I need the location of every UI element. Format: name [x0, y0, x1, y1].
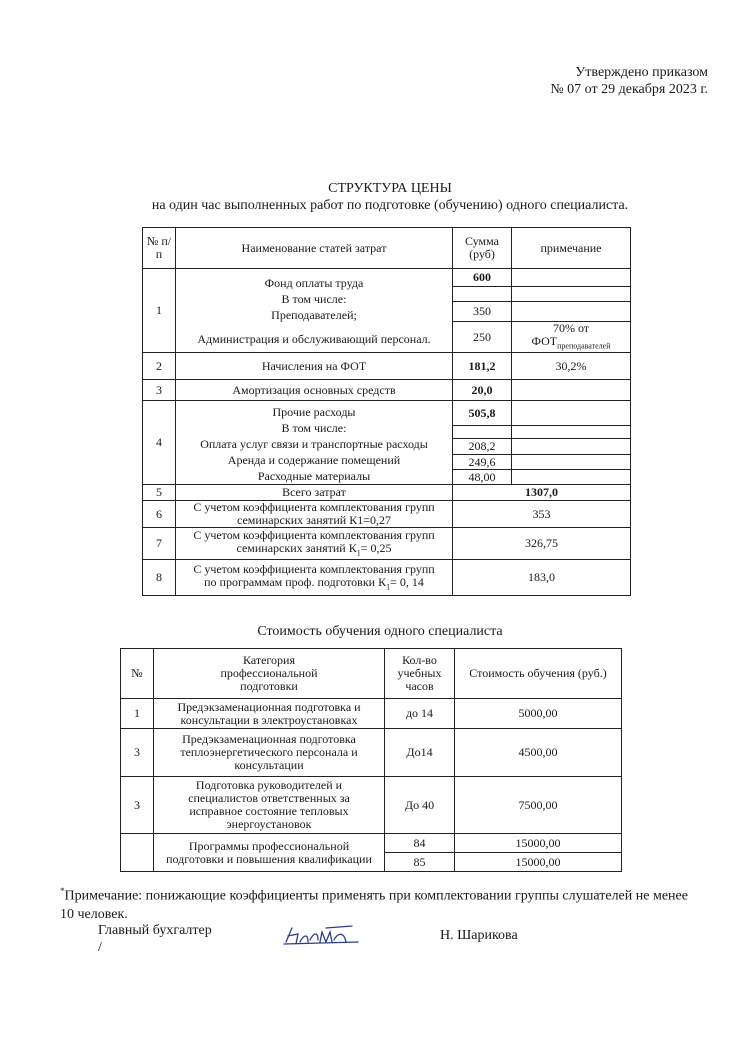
slash-mark: /: [98, 940, 102, 955]
coef-text: по программам проф. подготовки К: [204, 574, 387, 589]
row-name: Всего затрат: [176, 485, 453, 501]
row-name-line: Преподавателей;: [271, 307, 357, 322]
row-note: [512, 269, 631, 287]
coef-text: семинарских занятий К: [236, 540, 357, 555]
row-cost: 4500,00: [455, 729, 622, 777]
row-name-line: Прочие расходы: [272, 405, 356, 420]
signature-graphic: [282, 920, 362, 950]
row-sum: 208,2: [453, 438, 512, 454]
row-hours: 85: [385, 853, 455, 872]
row-note: [512, 438, 631, 454]
row-sum: 250: [453, 322, 512, 353]
row-hours: До 40: [385, 777, 455, 834]
row-name-line: В том числе:: [281, 421, 347, 436]
row-num: 3: [121, 777, 154, 834]
row-sum: 181,2: [453, 353, 512, 380]
row-name-line: [178, 576, 450, 593]
row-category: Подготовка руководителей и специалистов ответственных за исправное состояние тепловых энергоустановок: [154, 777, 385, 834]
row-category: Предэкзаменационная подготовка и консультации в электроустановках: [154, 699, 385, 729]
coef-subscript: 1: [386, 582, 391, 592]
approval-line-1: Утверждено приказом: [575, 65, 708, 80]
row-hours: До14: [385, 729, 455, 777]
row-note: [512, 302, 631, 322]
note-line: [514, 335, 628, 352]
row-name: [176, 269, 453, 353]
row-num: 3: [143, 380, 176, 401]
row-name-line: [178, 542, 450, 559]
row-num: 3: [121, 729, 154, 777]
row-name-line: Оплата услуг связи и транспортные расходы: [200, 437, 428, 452]
col-header-category: Категория профессиональной подготовки: [154, 649, 385, 699]
row-name-line: В том числе:: [281, 291, 347, 306]
row-name-line: Фонд оплаты труда: [264, 275, 364, 290]
note-fot: ФОТ: [531, 334, 558, 348]
row-sum: 1307,0: [453, 485, 631, 501]
footnote-mark: *: [60, 886, 65, 896]
row-name-line: С учетом коэффициента комплектования групп: [193, 527, 435, 542]
row-category: Программы профессиональной подготовки и повышения квалификации: [154, 834, 385, 872]
row-note: [512, 287, 631, 302]
row-category: Предэкзаменационная подготовка теплоэнергетического персонала и консультации: [154, 729, 385, 777]
row-sum: 600: [453, 269, 512, 287]
coef-value: = 0, 14: [390, 574, 424, 589]
row-name-line: С учетом коэффициента комплектования групп: [193, 561, 435, 576]
row-name-line: С учетом коэффициента комплектования групп: [193, 500, 435, 515]
row-sum: 353: [453, 501, 631, 528]
row-sum: 183,0: [453, 560, 631, 596]
col-header-cost: Стоимость обучения (руб.): [455, 649, 622, 699]
col-header-note: примечание: [512, 228, 631, 269]
accountant-label: Главный бухгалтер: [98, 923, 212, 938]
col-header-hours: Кол-во учебных часов: [385, 649, 455, 699]
footnote: [60, 882, 700, 924]
section-title-cost: Стоимость обучения одного специалиста: [257, 624, 503, 639]
row-note: 30,2%: [512, 353, 631, 380]
row-note: [512, 401, 631, 425]
row-sum: 20,0: [453, 380, 512, 401]
approval-block: [550, 64, 708, 98]
row-name-line: Администрация и обслуживающий персонал.: [197, 331, 431, 346]
row-num: 8: [143, 560, 176, 596]
row-name: Амортизация основных средств: [176, 380, 453, 401]
row-num: [121, 834, 154, 872]
row-name-line: Аренда и содержание помещений: [227, 453, 401, 468]
row-hours: 84: [385, 834, 455, 853]
col-header-sum: Сумма (руб): [453, 228, 512, 269]
row-name: Начисления на ФОТ: [176, 353, 453, 380]
col-header-num: № п/п: [143, 228, 176, 269]
row-sum: 48,00: [453, 470, 512, 485]
training-cost-table: [120, 648, 622, 872]
row-name: [176, 560, 453, 596]
row-name: [176, 528, 453, 560]
document-title: СТРУКТУРА ЦЕНЫ: [328, 181, 452, 196]
row-hours: до 14: [385, 699, 455, 729]
row-num: 7: [143, 528, 176, 560]
row-sum: 249,6: [453, 455, 512, 470]
row-sum: [453, 287, 512, 302]
row-num: 2: [143, 353, 176, 380]
row-num: 6: [143, 501, 176, 528]
row-name-line: Расходные материалы: [257, 469, 371, 484]
row-num: 5: [143, 485, 176, 501]
price-structure-table: [142, 227, 631, 596]
coef-subscript: 1: [356, 548, 361, 558]
row-num: 1: [143, 269, 176, 353]
coef-value: = 0,25: [360, 540, 392, 555]
row-cost: 15000,00: [455, 834, 622, 853]
row-note: [512, 455, 631, 470]
document-subtitle: на один час выполненных работ по подготовке (обучению) одного специалиста.: [151, 198, 629, 213]
footnote-text: Примечание: понижающие коэффициенты применять при комплектовании группы слушателей не менее 10 человек.: [60, 888, 688, 922]
row-num: 4: [143, 401, 176, 485]
row-cost: 7500,00: [455, 777, 622, 834]
row-sum: 326,75: [453, 528, 631, 560]
col-header-name: Наименование статей затрат: [176, 228, 453, 269]
note-fot-subscript: преподавателей: [557, 341, 611, 351]
row-sum: 505,8: [453, 401, 512, 425]
row-name-line: семинарских занятий К1=0,27: [236, 513, 391, 528]
row-cost: 15000,00: [455, 853, 622, 872]
note-line: 70% от: [552, 321, 590, 335]
row-name: [176, 401, 453, 485]
col-header-num: №: [121, 649, 154, 699]
row-note: [512, 380, 631, 401]
row-num: 1: [121, 699, 154, 729]
row-name: [176, 501, 453, 528]
row-note: [512, 470, 631, 485]
row-cost: 5000,00: [455, 699, 622, 729]
accountant-name: Н. Шарикова: [440, 928, 518, 943]
row-sum: [453, 425, 512, 438]
row-note: [512, 425, 631, 438]
row-sum: 350: [453, 302, 512, 322]
row-note: [512, 322, 631, 353]
approval-line-2: № 07 от 29 декабря 2023 г.: [550, 82, 708, 97]
